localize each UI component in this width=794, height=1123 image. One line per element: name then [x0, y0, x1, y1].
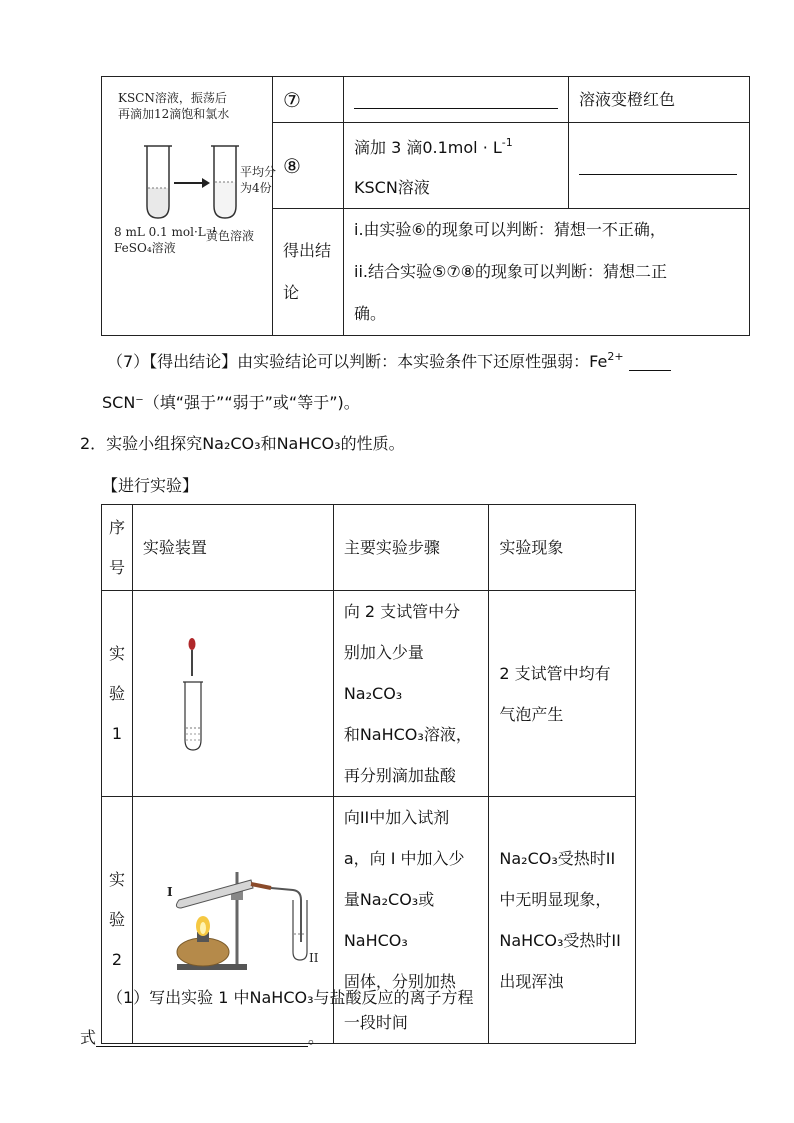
header-index-char2: 号 — [108, 557, 125, 577]
q2-nahco3: NaHCO₃ — [276, 434, 341, 453]
exp2-label-char1: 实 — [108, 870, 125, 889]
exp1-label — [102, 591, 133, 797]
question-1-suffix: 。 — [308, 1028, 325, 1047]
row8-step — [344, 123, 569, 209]
exp2-step-line3: 量Na₂CO₃或NaHCO₃ — [343, 890, 435, 950]
exp2-results — [489, 797, 636, 1044]
question-7-prefix: （7）【得出结论】由实验结论可以判断：本实验条件下还原性强弱：Fe — [107, 352, 608, 371]
exp2-step-line1: 向II中加入试剂 — [343, 808, 450, 827]
q2-intro-a: 2．实验小组探究 — [80, 434, 203, 453]
question-1-answer-blank[interactable] — [96, 1028, 308, 1047]
exp1-result-line1: 2 支试管中均有 — [499, 663, 611, 683]
row8-result — [569, 123, 750, 209]
exp1-step-line4: 再分别滴加盐酸 — [343, 766, 456, 785]
exp1-results — [489, 591, 636, 797]
question-1-prefix: 式 — [80, 1028, 97, 1047]
exp2-result-line3: NaHCO₃受热时II — [499, 931, 621, 950]
conclusion-text — [344, 209, 750, 336]
exp1-label-char2: 验 — [108, 683, 125, 703]
row7-step-blank[interactable] — [354, 90, 558, 109]
question-2-intro — [80, 431, 405, 454]
exp2-result-line1: Na₂CO₃受热时II — [499, 849, 616, 868]
exp1-apparatus — [132, 591, 333, 797]
setup-image-cell — [102, 77, 277, 336]
row8-number: ⑧ — [273, 123, 344, 209]
exp1-label-char1: 实 — [108, 643, 125, 663]
exp2-label-char2: 验 — [108, 910, 125, 929]
diagram-label-right2: 为4份 — [240, 181, 272, 195]
apparatus-label-II: II — [308, 951, 319, 965]
heated-test-tube-icon — [176, 880, 301, 942]
question-7-line1 — [107, 349, 671, 372]
experiment-table-2 — [101, 504, 636, 1044]
right-test-tube — [211, 146, 239, 218]
exp1-dropper-tube-diagram — [133, 610, 323, 778]
exp1-step-line2: 别加入少量Na₂CO₃ — [343, 643, 424, 703]
q2-and: 和 — [260, 434, 277, 453]
conclusion-line1: i.由实验⑥的现象可以判断：猜想一不正确， — [354, 220, 666, 239]
diagram-label-top1: KSCN溶液，振荡后 — [118, 91, 227, 105]
arrow-icon — [174, 178, 210, 188]
exp1-steps — [333, 591, 489, 797]
question-1-line1: （1）写出实验 1 中NaHCO₃与盐酸反应的离子方程 — [107, 988, 474, 1007]
conclusion-label-cell — [273, 209, 344, 336]
exp2-step-line2: a，向 I 中加入少 — [343, 849, 465, 868]
test-tube-icon — [183, 682, 203, 750]
exp1-result-line2: 气泡产生 — [499, 704, 564, 724]
apparatus-label-I: I — [166, 885, 173, 899]
exp2-step-line4: 固体，分别加热 — [343, 972, 456, 991]
header-index-char1: 序 — [108, 517, 125, 537]
exp1-label-char3: 1 — [111, 723, 123, 743]
header-apparatus: 实验装置 — [132, 505, 333, 591]
conclusion-line2: ii.结合实验⑤⑦⑧的现象可以判断：猜想二正 — [354, 262, 668, 281]
header-steps: 主要实验步骤 — [333, 505, 489, 591]
question-7-line2: SCN⁻（填“强于”“弱于”或“等于”)。 — [102, 393, 360, 412]
question-1-line2 — [80, 1025, 324, 1048]
exp1-step-line3: 和NaHCO₃溶液， — [343, 725, 472, 744]
row8-step-line2: KSCN溶液 — [354, 178, 430, 197]
exp2-result-line4: 出现浑浊 — [499, 972, 564, 991]
q2-na2co3: Na₂CO₃ — [202, 434, 261, 453]
exp2-step-line5: 一段时间 — [343, 1013, 408, 1032]
conclusion-label: 得出结论 — [283, 241, 332, 302]
header-index — [102, 505, 133, 591]
diagram-label-bottom-right: 黄色溶液 — [206, 229, 255, 243]
question-7-sup: 2+ — [607, 350, 624, 363]
q2-intro-b: 的性质。 — [340, 434, 405, 453]
diagram-label-top2: 再滴加12滴饱和氯水 — [118, 107, 230, 121]
row8-result-blank[interactable] — [579, 156, 737, 175]
row7-number: ⑦ — [273, 77, 344, 123]
alcohol-lamp-icon — [177, 916, 229, 966]
test-tube-diagram — [102, 78, 277, 334]
row7-step — [344, 77, 569, 123]
diagram-label-right1: 平均分 — [240, 165, 277, 179]
dropper-icon — [188, 638, 195, 676]
row8-step-line1: 滴加 3 滴0.1mol · L — [354, 138, 502, 157]
diagram-label-bottom2: FeSO₄溶液 — [114, 241, 176, 255]
row8-step-sup: -1 — [501, 136, 513, 149]
row7-result: 溶液变橙红色 — [569, 77, 750, 123]
exp2-result-line2: 中无明显现象， — [499, 890, 612, 909]
question-7-blank[interactable] — [629, 352, 671, 371]
exp1-step-line1: 向 2 支试管中分 — [343, 602, 461, 621]
left-test-tube — [144, 146, 172, 218]
section-heading: 【进行实验】 — [102, 476, 199, 495]
conclusion-line3: 确。 — [354, 304, 387, 323]
experiment-table-1 — [101, 76, 750, 336]
header-results: 实验现象 — [489, 505, 636, 591]
exp2-label-char3: 2 — [111, 950, 123, 969]
diagram-label-bottom1: 8 mL 0.1 mol·L⁻¹ — [114, 225, 217, 239]
